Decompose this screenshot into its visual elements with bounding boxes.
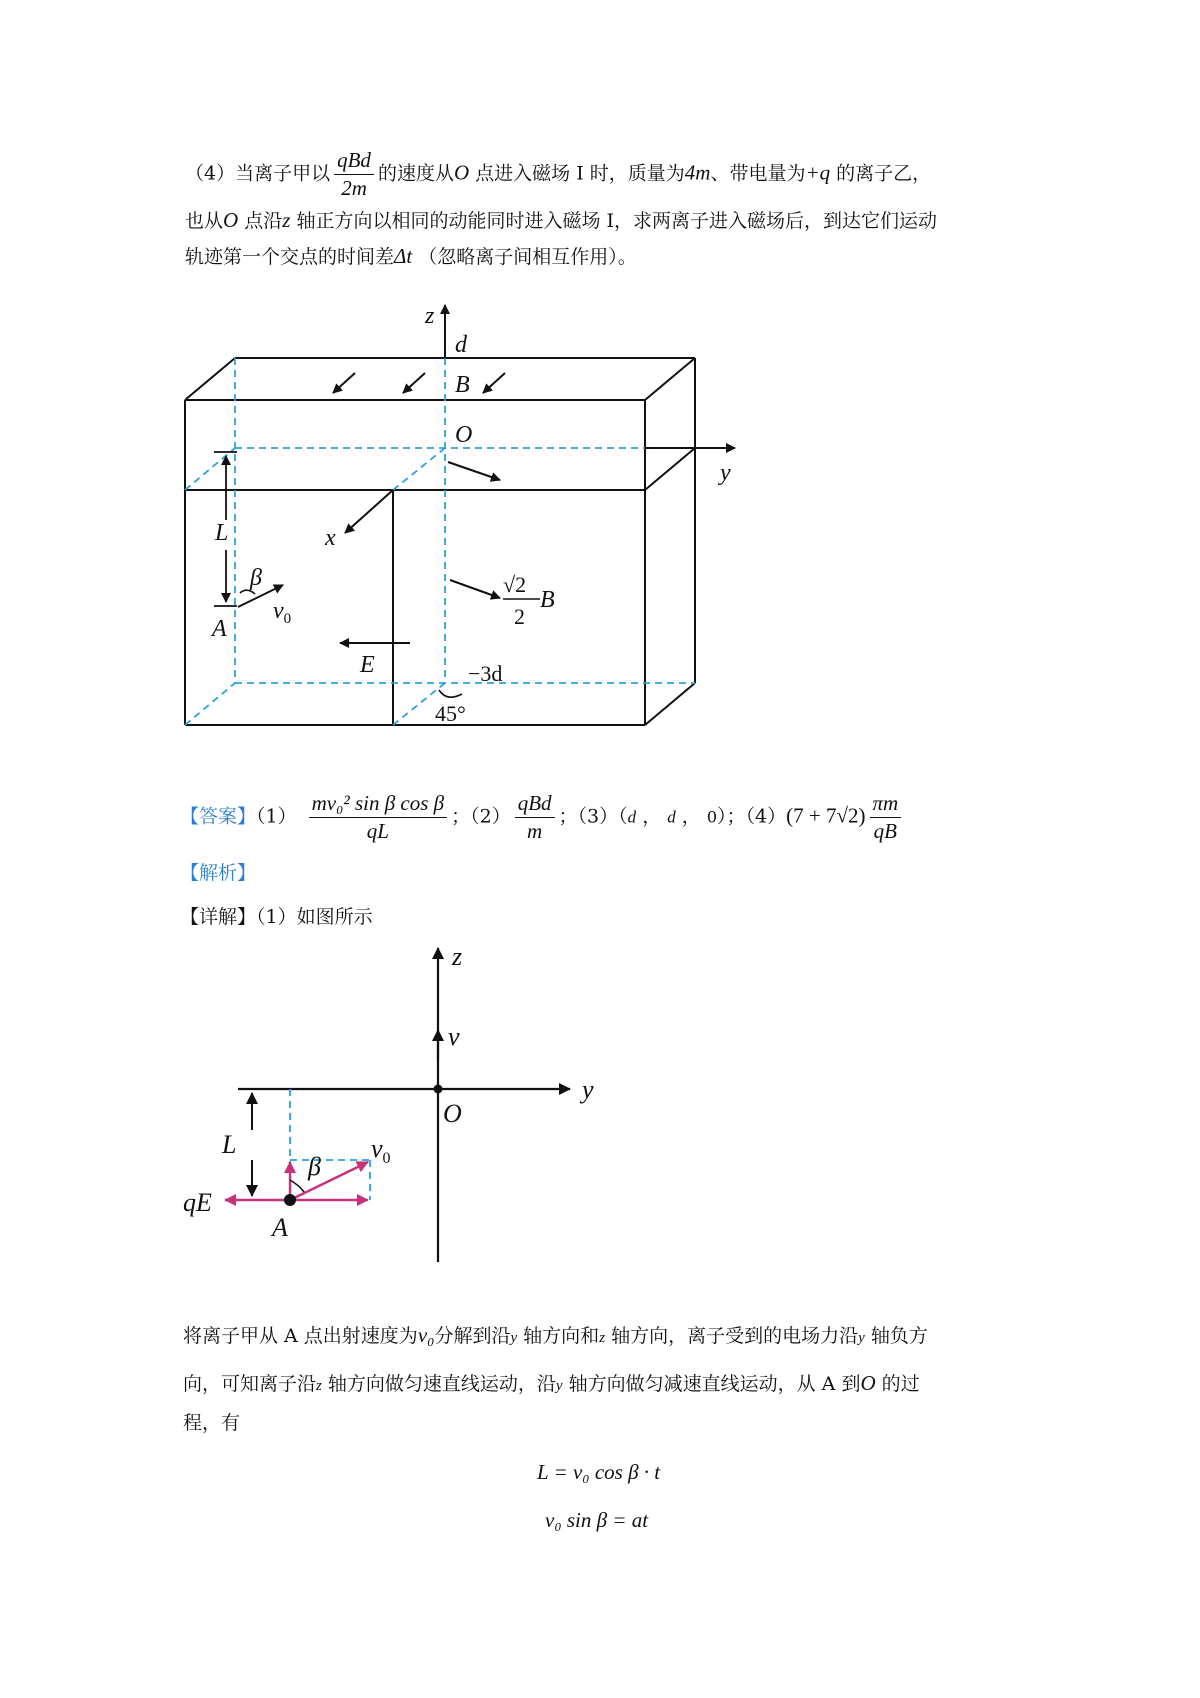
answer-4-fraction: $\frac{\pi m}{qB}$ (870, 793, 902, 842)
label-neg3d: −3d (468, 661, 503, 686)
body-line-3: 程，有 (183, 1412, 241, 1434)
answer-tag: 【答案】 (180, 805, 257, 828)
problem-4-line-2: 也从O 点沿z 轴正方向以相同的动能同时进入磁场 I，求两离子进入磁场后，到达它们运动 (185, 208, 938, 232)
label-lower-b: B (540, 587, 555, 613)
fig2-label-o: O (443, 1099, 462, 1128)
label-x: x (325, 525, 336, 551)
label-a: A (212, 616, 227, 642)
label-d: d (455, 332, 467, 358)
detail-line: 【详解】（1）如图所示 (180, 906, 373, 928)
fig2-label-beta: β (308, 1152, 321, 1181)
answer-1-fraction: $\frac{\text{mv₀² sin β cos β}}{qL}$ (309, 793, 448, 842)
label-sqrt2-den: 2 (514, 604, 525, 629)
problem-4-line-3: 轨迹第一个交点的时间差Δt （忽略离子间相互作用）。 (185, 244, 637, 268)
label-v0: $v_0$ (273, 598, 292, 627)
label-e: E (360, 652, 375, 678)
fig2-label-qe: qE (183, 1188, 212, 1217)
answer-line: 【答案】（1） $\frac{\text{mv₀² sin β cos β}}{qL}$ ；（2） $\frac{\text{qBd}}{m}$ ；（3）（d ， d ， 0）；（4）(7 + 7√2) $\frac{\pi m}{qB}$ (180, 793, 905, 842)
fig2-label-z: z (452, 942, 463, 971)
label-y: y (720, 460, 731, 486)
fig2-label-v0: $v_0$ (371, 1134, 391, 1167)
body-line-2: 向，可知离子沿z 轴方向做匀速直线运动，沿y 轴方向做匀减速直线运动，从 A 到O 的过 (183, 1371, 920, 1395)
point-a-dot (284, 1194, 296, 1206)
problem-4-line-1: （4）当离子甲以 $\frac{\text{qBd}}{2m}$ 的速度从O 点进入磁场 I 时，质量为4m、带电量为+q 的离子乙， (185, 148, 932, 200)
fig2-label-y: y (582, 1075, 594, 1104)
fig2-beta-arc (290, 1180, 304, 1192)
fig2-label-a: A (272, 1213, 288, 1242)
answer-2-fraction: $\frac{\text{qBd}}{m}$ (515, 793, 555, 842)
label-sqrt2: √2 (503, 572, 527, 597)
equation-2: v₀ sin β = at (545, 1508, 649, 1532)
label-l: L (215, 520, 229, 546)
fig2-label-v: v (448, 1022, 460, 1051)
speed-fraction: $\frac{\text{qBd}}{2m}$ (334, 150, 374, 199)
origin-dot (434, 1085, 443, 1094)
equation-1: L = v₀ cos β · t (537, 1460, 661, 1484)
body-line-1: 将离子甲从 A 点出射速度为v₀分解到沿y 轴方向和z 轴方向，离子受到的电场力沿y 轴负方 (183, 1323, 928, 1347)
label-beta: β (250, 565, 262, 591)
label-b: B (455, 372, 470, 398)
label-45: 45° (435, 701, 466, 726)
fig2-label-l: L (222, 1130, 237, 1159)
label-o: O (455, 422, 473, 448)
analysis-tag: 【解析】 (180, 862, 257, 884)
label-z: z (425, 303, 435, 329)
v0-vector (290, 1162, 368, 1200)
